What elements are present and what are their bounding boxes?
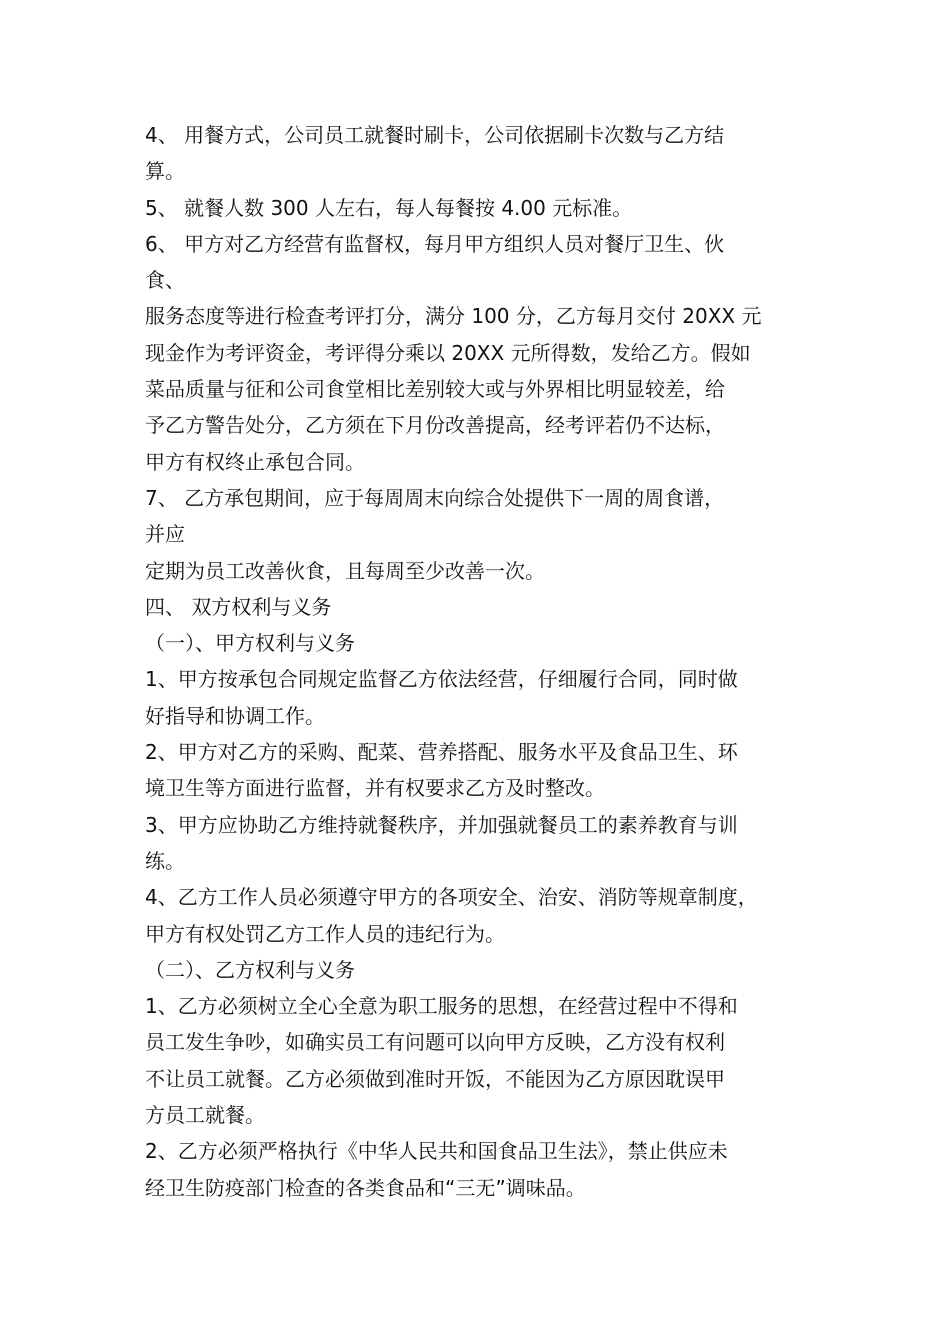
text-line: 2、乙方必须严格执行《中华人民共和国食品卫生法》，禁止供应未 [145, 1139, 728, 1164]
text-line: 经卫生防疫部门检查的各类食品和“三无”调味品。 [145, 1175, 586, 1200]
text-line: 境卫生等方面进行监督，并有权要求乙方及时整改。 [145, 776, 605, 801]
text-line: 不让员工就餐。乙方必须做到准时开饭，不能因为乙方原因耽误甲 [145, 1066, 725, 1091]
text-line: 1、甲方按承包合同规定监督乙方依法经营，仔细履行合同，同时做 [145, 667, 738, 692]
text-line: 菜品质量与征和公司食堂相比差别较大或与外界相比明显较差，给 [145, 377, 725, 402]
text-line: 食、 [145, 268, 185, 293]
section-heading: 四、 双方权利与义务 [145, 594, 332, 619]
text-line: 甲方有权终止承包合同。 [145, 449, 365, 474]
text-line: 服务态度等进行检查考评打分，满分 100 分，乙方每月交付 20XX 元 [145, 304, 762, 329]
text-line: 6、 甲方对乙方经营有监督权，每月甲方组织人员对餐厅卫生、伙 [145, 231, 725, 256]
document-body [145, 117, 815, 1206]
subsection-heading: （一）、甲方权利与义务 [145, 631, 355, 656]
text-line: 4、乙方工作人员必须遵守甲方的各项安全、治安、消防等规章制度， [145, 885, 758, 910]
text-line: 练。 [145, 848, 185, 873]
text-line: 现金作为考评资金，考评得分乘以 20XX 元所得数，发给乙方。假如 [145, 340, 751, 365]
text-line: 方员工就餐。 [145, 1103, 265, 1128]
text-line: 并应 [145, 522, 185, 547]
text-line: 4、 用餐方式，公司员工就餐时刷卡，公司依据刷卡次数与乙方结 [145, 123, 725, 147]
subsection-heading: （二）、乙方权利与义务 [145, 957, 355, 982]
text-line: 算。 [145, 159, 185, 184]
text-line: 1、乙方必须树立全心全意为职工服务的思想，在经营过程中不得和 [145, 994, 738, 1019]
text-line: 定期为员工改善伙食，且每周至少改善一次。 [145, 558, 545, 583]
text-line: 2、甲方对乙方的采购、配菜、营养搭配、服务水平及食品卫生、环 [145, 740, 738, 765]
text-line: 7、 乙方承包期间，应于每周周末向综合处提供下一周的周食谱， [145, 485, 725, 510]
text-line: 甲方有权处罚乙方工作人员的违纪行为。 [145, 921, 505, 946]
text-line: 予乙方警告处分，乙方须在下月份改善提高，经考评若仍不达标， [145, 413, 725, 438]
text-line: 3、甲方应协助乙方维持就餐秩序，并加强就餐员工的素养教育与训 [145, 812, 738, 837]
text-line: 5、 就餐人数 300 人左右，每人每餐按 4.00 元标准。 [145, 195, 633, 220]
text-line: 员工发生争吵，如确实员工有问题可以向甲方反映，乙方没有权利 [145, 1030, 725, 1055]
text-line: 好指导和协调工作。 [145, 703, 325, 728]
